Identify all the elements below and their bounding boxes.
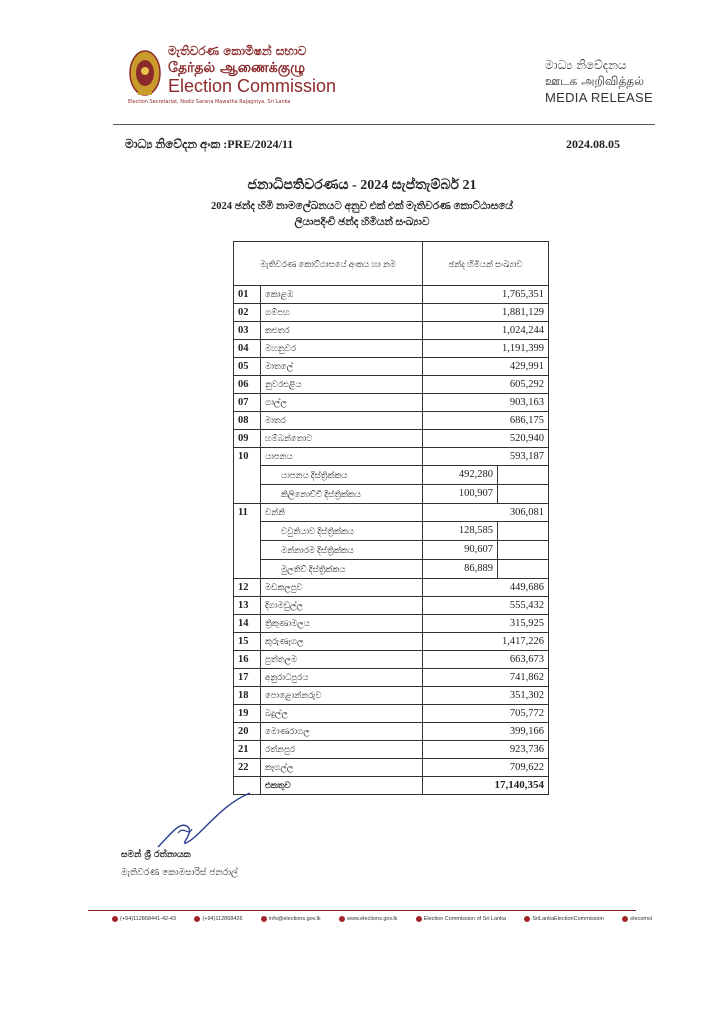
- table-row: [234, 651, 549, 669]
- district-number: 20: [234, 723, 261, 741]
- district-name: ත්‍රිකුණාමලය: [261, 615, 423, 633]
- footer-facebook[interactable]: Election Commission of Sri Lanka: [416, 916, 506, 922]
- sub-district-voters: 128,585: [423, 522, 498, 540]
- district-number: 16: [234, 651, 261, 669]
- sub-district-row: [234, 485, 549, 504]
- table-row: [234, 448, 549, 466]
- table-row: [234, 597, 549, 615]
- table-row: [234, 322, 549, 340]
- district-number: 05: [234, 358, 261, 376]
- district-number: 08: [234, 412, 261, 430]
- district-voters: 1,024,244: [423, 322, 549, 340]
- footer-web[interactable]: www.elections.gov.lk: [339, 916, 397, 922]
- sub-district-name: කිලිනොච්චි දිස්ත්‍රික්කය: [261, 485, 423, 504]
- district-voters: 520,940: [423, 430, 549, 448]
- district-name: පොළොන්නරුව: [261, 687, 423, 705]
- district-name: මාතලේ: [261, 358, 423, 376]
- district-name: කෑගල්ල: [261, 759, 423, 777]
- empty-number-cell: [234, 466, 261, 485]
- letterhead: [0, 0, 724, 125]
- table-row: [234, 579, 549, 597]
- district-voters: 663,673: [423, 651, 549, 669]
- sub-district-voters-cell: [423, 485, 549, 504]
- table-row: [234, 705, 549, 723]
- org-name-sinhala: මැතිවරණ කොමිෂන් සභාව: [168, 44, 307, 58]
- district-number: 14: [234, 615, 261, 633]
- org-address: Election Secretariat, Nodiz Sarana Mawatha Rajagiriya, Sri Lanka: [128, 99, 291, 105]
- district-voters: 429,991: [423, 358, 549, 376]
- district-number: 11: [234, 504, 261, 522]
- email-icon: [261, 916, 267, 922]
- table-row: [234, 376, 549, 394]
- district-voters: 555,432: [423, 597, 549, 615]
- empty-number-cell: [234, 560, 261, 579]
- signatory-name: සමන් ශ්‍රී රත්නායක: [121, 850, 191, 860]
- footer-other[interactable]: elecomsl: [622, 916, 652, 922]
- district-number: 22: [234, 759, 261, 777]
- district-voters: 449,686: [423, 579, 549, 597]
- table-row: [234, 394, 549, 412]
- district-number: 13: [234, 597, 261, 615]
- sub-district-name: වවුනියාව දිස්ත්‍රික්කය: [261, 522, 423, 541]
- district-voters: 399,166: [423, 723, 549, 741]
- district-number: 19: [234, 705, 261, 723]
- reference-number: මාධ්‍ය නිවේදන අංක :PRE/2024/11: [125, 137, 294, 151]
- total-row: [234, 777, 549, 795]
- sub-district-name: යාපනය දිස්ත්‍රික්කය: [261, 466, 423, 485]
- district-name: පුත්තලම: [261, 651, 423, 669]
- sub-district-voters-cell: [423, 522, 549, 541]
- empty-number-cell: [234, 541, 261, 560]
- sub-district-row: [234, 560, 549, 579]
- district-voters: 351,302: [423, 687, 549, 705]
- sub-district-row: [234, 466, 549, 485]
- org-name-tamil: தேர்தல் ஆணைக்குழு: [168, 60, 306, 76]
- media-release-tamil: ஊடக அறிவித்தல்: [545, 74, 645, 88]
- sub-district-voters-cell: [423, 560, 549, 579]
- district-name: වන්නි: [261, 504, 423, 522]
- document-title: ජනාධිපතිවරණය - 2024 සැප්තැම්බර් 21: [247, 178, 477, 193]
- media-release-sinhala: මාධ්‍ය නිවේදනය: [545, 58, 627, 72]
- table-row: [234, 286, 549, 304]
- district-voters: 705,772: [423, 705, 549, 723]
- sri-lanka-emblem-icon: [128, 48, 162, 98]
- district-voters: 741,862: [423, 669, 549, 687]
- district-number: 10: [234, 448, 261, 466]
- sub-district-row: [234, 522, 549, 541]
- district-voters: 315,925: [423, 615, 549, 633]
- district-name: දිගාමඩුල්ල: [261, 597, 423, 615]
- document-subtitle-1: 2024 ඡන්ද හිමි නාමලේඛනයට අනුව එක් එක් මැතිවරණ කොට්ඨාසයේ: [211, 201, 513, 212]
- district-number: 17: [234, 669, 261, 687]
- table-row: [234, 669, 549, 687]
- phone-icon: [112, 916, 118, 922]
- fax-icon: [194, 916, 200, 922]
- table-row: [234, 340, 549, 358]
- signatory-title: මැතිවරණ කොමසාරිස් ජනරාල්: [121, 868, 238, 878]
- table-row: [234, 412, 549, 430]
- district-name: ගාල්ල: [261, 394, 423, 412]
- district-number: 15: [234, 633, 261, 651]
- release-date: 2024.08.05: [566, 137, 620, 151]
- district-number: 07: [234, 394, 261, 412]
- total-label: එකතුව: [261, 777, 423, 795]
- district-number: 01: [234, 286, 261, 304]
- document-subtitle-2: ලියාපදිංචි ඡන්ද හිමියන් සංඛ්‍යාව: [294, 217, 430, 228]
- district-name: මහනුවර: [261, 340, 423, 358]
- district-number: 06: [234, 376, 261, 394]
- district-number: 02: [234, 304, 261, 322]
- district-number: 04: [234, 340, 261, 358]
- org-name-english: Election Commission: [168, 76, 337, 96]
- media-release-english: MEDIA RELEASE: [545, 90, 653, 105]
- column-header-district: මැතිවරණ කොට්ඨාසයේ අංකය හා නම: [234, 242, 423, 286]
- footer-fax: (+94)112868426: [194, 916, 242, 922]
- sub-district-voters-cell: [423, 466, 549, 485]
- district-name: ගම්පහ: [261, 304, 423, 322]
- sub-district-voters: 100,907: [423, 485, 498, 503]
- table-row: [234, 633, 549, 651]
- district-name: කොළඹ: [261, 286, 423, 304]
- table-row: [234, 759, 549, 777]
- table-row: [234, 723, 549, 741]
- district-name: මාතර: [261, 412, 423, 430]
- sub-district-voters-cell: [423, 541, 549, 560]
- district-name: යාපනය: [261, 448, 423, 466]
- footer-twitter[interactable]: SriLankaElectionCommission: [524, 916, 604, 922]
- district-name: කළුතර: [261, 322, 423, 340]
- district-voters: 709,622: [423, 759, 549, 777]
- footer-contacts: [112, 916, 652, 922]
- table-row: [234, 430, 549, 448]
- table-row: [234, 615, 549, 633]
- table-row: [234, 687, 549, 705]
- district-number: 03: [234, 322, 261, 340]
- social-icon: [622, 916, 628, 922]
- district-voters: 306,081: [423, 504, 549, 522]
- district-name: නුවරඑළිය: [261, 376, 423, 394]
- district-voters: 593,187: [423, 448, 549, 466]
- empty-number-cell: [234, 485, 261, 504]
- district-voters: 686,175: [423, 412, 549, 430]
- voters-table: [233, 241, 549, 795]
- district-number: 09: [234, 430, 261, 448]
- district-name: රත්නපුර: [261, 741, 423, 759]
- sub-district-name: මුලතිව් දිස්ත්‍රික්කය: [261, 560, 423, 579]
- signature: [150, 785, 260, 860]
- district-name: කුරුණෑගල: [261, 633, 423, 651]
- district-name: බදුල්ල: [261, 705, 423, 723]
- twitter-icon: [524, 916, 530, 922]
- footer-divider: [88, 910, 636, 911]
- empty-number-cell: [234, 522, 261, 541]
- sub-district-voters: 86,889: [423, 560, 498, 578]
- district-name: හම්බන්තොට: [261, 430, 423, 448]
- header-divider: [113, 124, 655, 125]
- district-number: 18: [234, 687, 261, 705]
- district-voters: 605,292: [423, 376, 549, 394]
- district-voters: 1,191,399: [423, 340, 549, 358]
- district-name: මඩකලපුව: [261, 579, 423, 597]
- district-voters: 923,736: [423, 741, 549, 759]
- sub-district-voters: 492,280: [423, 466, 498, 484]
- table-row: [234, 358, 549, 376]
- district-voters: 903,163: [423, 394, 549, 412]
- table-row: [234, 741, 549, 759]
- district-number: 21: [234, 741, 261, 759]
- district-name: අනුරාධපුරය: [261, 669, 423, 687]
- district-number: 12: [234, 579, 261, 597]
- web-icon: [339, 916, 345, 922]
- footer-phone: (+94)112868441-42-43: [112, 916, 176, 922]
- table-row: [234, 504, 549, 522]
- sub-district-row: [234, 541, 549, 560]
- district-voters: 1,417,226: [423, 633, 549, 651]
- footer-email[interactable]: info@elections.gov.lk: [261, 916, 321, 922]
- facebook-icon: [416, 916, 422, 922]
- table-row: [234, 304, 549, 322]
- district-voters: 1,881,129: [423, 304, 549, 322]
- column-header-voters: ඡන්ද හිමියන් සංඛ්‍යාව: [423, 242, 549, 286]
- district-voters: 1,765,351: [423, 286, 549, 304]
- sub-district-name: මන්නාරම දිස්ත්‍රික්කය: [261, 541, 423, 560]
- total-value: 17,140,354: [423, 777, 549, 795]
- district-name: මොණරාගල: [261, 723, 423, 741]
- sub-district-voters: 90,607: [423, 541, 498, 559]
